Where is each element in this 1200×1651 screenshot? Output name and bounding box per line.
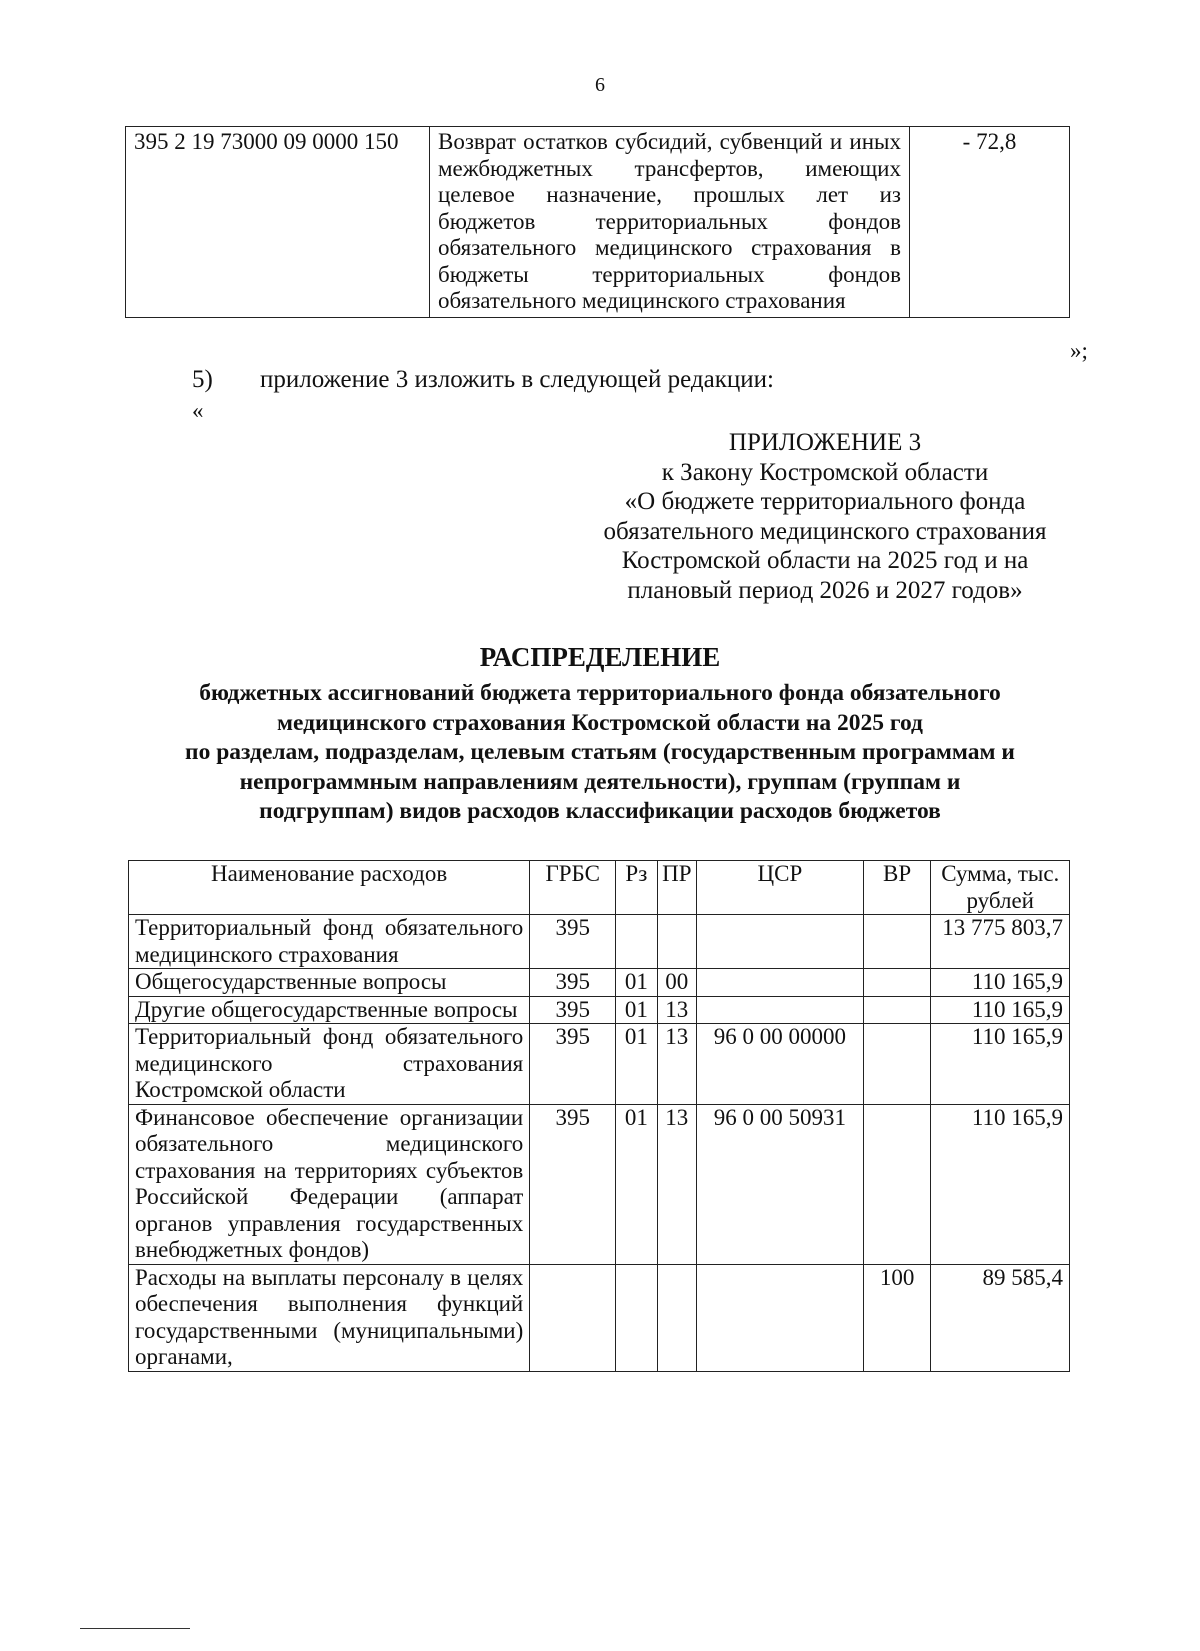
row-vr [863,996,931,1024]
header-sum: Сумма, тыс. рублей [931,861,1070,915]
table-row [126,127,1070,318]
row-pr [657,1264,696,1371]
row-sum: 110 165,9 [931,1104,1070,1264]
closing-quote: »; [1070,338,1088,363]
row-csr [697,1264,864,1371]
row-rz: 01 [616,1104,657,1264]
opening-quote: « [192,398,204,423]
row-csr [697,996,864,1024]
title-line: непрограммным направлениям деятельности), группам (группам и [239,768,961,795]
appendix-line: «О бюджете территориального фонда [624,488,1026,515]
revenue-code: 395 2 19 73000 09 0000 150 [126,127,430,318]
row-csr [697,969,864,997]
row-csr [697,915,864,969]
title-line: по разделам, подразделам, целевым статьям (государственным программам и [185,739,1015,765]
title-line: подгруппам) видов расходов классификации расходов бюджетов [259,798,941,824]
appendix-line: ПРИЛОЖЕНИЕ 3 [728,429,922,456]
appendix-line: к Закону Костромской области [661,458,989,486]
row-grbs: 395 [530,1104,616,1264]
list-item-number: 5) [192,366,213,393]
table-row [129,1264,1070,1371]
row-sum: 110 165,9 [931,969,1070,997]
revenue-sum: - 72,8 [910,127,1070,318]
row-grbs: 395 [530,996,616,1024]
header-pr: ПР [657,861,696,915]
row-vr: 100 [863,1264,931,1371]
row-csr: 96 0 00 00000 [697,1024,864,1105]
row-grbs: 395 [530,1024,616,1105]
row-grbs [530,1264,616,1371]
row-rz: 01 [616,1024,657,1105]
row-name: Расходы на выплаты персоналу в целях обеспечения выполнения функций государственными (муниципальными) органами, [129,1264,530,1371]
row-vr [863,915,931,969]
row-sum: 110 165,9 [931,1024,1070,1105]
row-name: Общегосударственные вопросы [129,969,530,997]
list-item-5 [192,366,774,394]
appendix-line: Костромской области на 2025 год и на [621,547,1029,574]
appendix-heading [595,428,1055,605]
table-row [129,969,1070,997]
table-row [129,1104,1070,1264]
row-rz [616,915,657,969]
row-rz: 01 [616,969,657,997]
row-csr: 96 0 00 50931 [697,1104,864,1264]
list-item-text: приложение 3 изложить в следующей редакции: [260,366,774,393]
row-sum: 13 775 803,7 [931,915,1070,969]
row-pr: 00 [657,969,696,997]
header-csr: ЦСР [697,861,864,915]
header-vr: ВР [863,861,931,915]
row-pr: 13 [657,1104,696,1264]
title-main: РАСПРЕДЕЛЕНИЕ [479,642,721,672]
revenue-table [125,126,1070,318]
row-vr [863,969,931,997]
row-name: Финансовое обеспечение организации обязательного медицинского страхования на территориях субъектов Российской Федерации (аппарат органов управления государственных внебюджетных фондов) [129,1104,530,1264]
row-name: Другие общегосударственные вопросы [129,996,530,1024]
table-row [129,996,1070,1024]
row-pr [657,915,696,969]
row-name: Территориальный фонд обязательного медицинского страхования Костромской области [129,1024,530,1105]
header-rz: Рз [616,861,657,915]
header-name: Наименование расходов [129,861,530,915]
header-grbs: ГРБС [530,861,616,915]
row-pr: 13 [657,996,696,1024]
budget-table [128,860,1070,1372]
row-sum: 89 585,4 [931,1264,1070,1371]
row-rz: 01 [616,996,657,1024]
footnote-divider [80,1628,190,1629]
document-title [0,642,1200,827]
appendix-line: плановый период 2026 и 2027 годов» [627,576,1023,604]
title-line: бюджетных ассигнований бюджета территориального фонда обязательного [199,680,1001,706]
row-grbs: 395 [530,915,616,969]
page-number: 6 [595,74,605,96]
appendix-line: обязательного медицинского страхования [603,517,1047,545]
row-name: Территориальный фонд обязательного медицинского страхования [129,915,530,969]
row-pr: 13 [657,1024,696,1105]
row-grbs: 395 [530,969,616,997]
table-header-row [129,861,1070,915]
row-vr [863,1024,931,1105]
table-row [129,915,1070,969]
title-line: медицинского страхования Костромской области на 2025 год [277,709,923,736]
row-sum: 110 165,9 [931,996,1070,1024]
row-vr [863,1104,931,1264]
table-row [129,1024,1070,1105]
revenue-description: Возврат остатков субсидий, субвенций и иных межбюджетных трансфертов, имеющих целевое назначение, прошлых лет из бюджетов территориальных фондов обязательного медицинского страхования в бюджеты территориальных фондов обязательного медицинского страхования [430,127,910,318]
row-rz [616,1264,657,1371]
